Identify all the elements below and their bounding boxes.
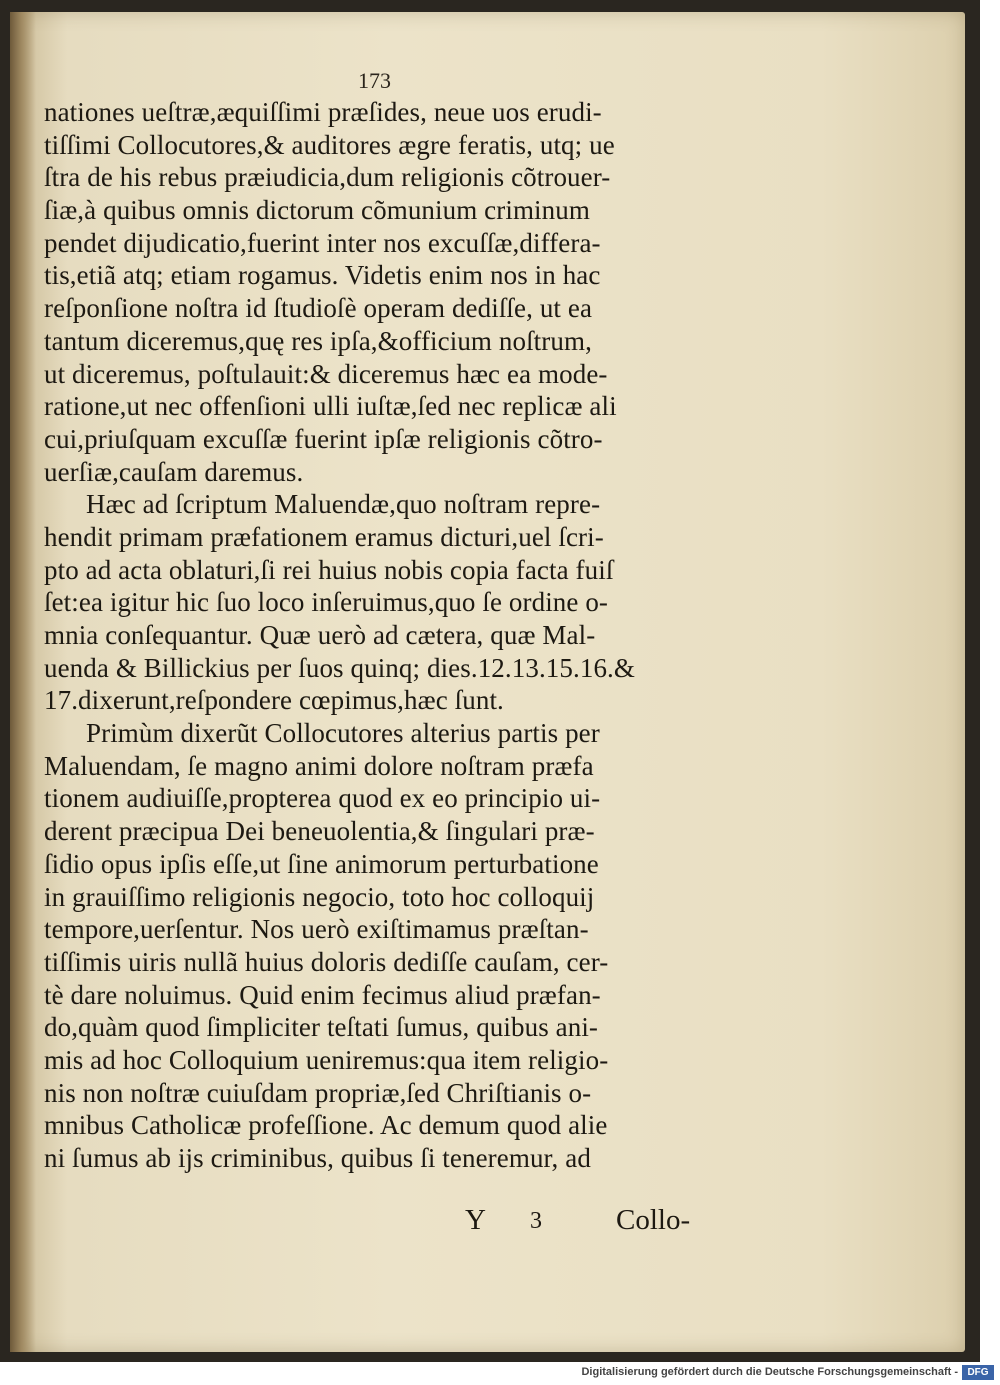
text-line: uenda & Billickius per ſuos quinq; dies.12.13.15.16.& [44,652,636,683]
page-gutter [10,12,36,1352]
text-line: pto ad acta oblaturi,ſi rei huius nobis copia facta fuiſ [44,554,614,585]
text-line: ſiæ,à quibus omnis dictorum cõmunium criminum [44,195,590,226]
text-line: reſponſione noſtra id ſtudioſè operam dediſſe, ut ea [44,293,593,324]
page-footer [10,1204,990,1240]
text-line: ſidio opus ipſis eſſe,ut ſine animorum perturbatione [44,848,599,879]
signature-number: 3 [530,1208,542,1234]
text-line: nis non noſtræ cuiuſdam propriæ,ſed Chriſtianis o- [44,1077,592,1108]
text-line: tionem audiuiſſe,propterea quod ex eo principio ui- [44,783,601,814]
text-line: ratione,ut nec offenſioni ulli iuſtæ,ſed nec replicæ ali [44,391,617,422]
book-page [10,12,965,1352]
text-line: ut diceremus, poſtulauit:& diceremus hæc ea mode- [44,358,608,389]
text-line: Maluendam, ſe magno animi dolore noſtram præfa [44,750,594,781]
credit-bar [0,1362,1000,1385]
text-line: tè dare noluimus. Quid enim fecimus aliud præfan- [44,979,601,1010]
text-line: tempore,uerſentur. Nos uerò exiſtimamus præſtan- [44,914,589,945]
text-line: tiſſimi Collocutores,& auditores ægre feratis, utq; ue [44,129,615,160]
text-line: 17.dixerunt,reſpondere cœpimus,hæc ſunt. [44,685,504,716]
text-line: tantum diceremus,quę res ipſa,&officium noſtrum, [44,325,592,356]
text-line: mnibus Catholicæ profeſſione. Ac demum quod alie [44,1110,608,1141]
text-line: hendit primam præfationem eramus dicturi,uel ſcri- [44,521,604,552]
body-text [44,96,724,1175]
dfg-logo: DFG [962,1365,994,1380]
text-line: derent præcipua Dei beneuolentia,& ſingulari præ- [44,816,595,847]
text-line: cui,priuſquam excuſſæ fuerint ipſæ religionis cõtro- [44,423,603,454]
funding-credit: Digitalisierung gefördert durch die Deutsche Forschungsgemeinschaft - [581,1366,958,1378]
text-line: pendet dijudicatio,fuerint inter nos excuſſæ,differa- [44,227,601,258]
text-line: Primùm dixerũt Collocutores alterius partis per [86,718,600,749]
text-line: tis,etiã atq; etiam rogamus. Videtis enim nos in hac [44,260,601,291]
text-line: mis ad hoc Colloquium ueniremus:qua item religio- [44,1044,609,1075]
text-line: ſtra de his rebus præiudicia,dum religionis cõtrouer- [44,162,611,193]
text-line: uerſiæ,cauſam daremus. [44,456,304,487]
text-line: do,quàm quod ſimpliciter teſtati ſumus, quibus ani- [44,1012,599,1043]
text-line: nationes ueſtræ,æquiſſimi præſides, neue uos erudi- [44,97,602,127]
catchword: Collo- [616,1204,691,1236]
text-line: ni ſumus ab ijs criminibus, quibus ſi teneremur, ad [44,1143,591,1173]
text-line: mnia conſequantur. Quæ uerò ad cætera, quæ Mal- [44,620,596,650]
text-line: tiſſimis uiris nullã huius doloris dediſſe cauſam, cer- [44,946,609,977]
text-line: Hæc ad ſcriptum Maluendæ,quo noſtram repre- [86,489,601,520]
page-number: 173 [358,68,391,93]
signature-mark: Y [465,1204,486,1236]
text-line: in grauiſſimo religionis negocio, toto hoc colloquij [44,881,595,912]
text-line: ſet:ea igitur hic ſuo loco inſeruimus,quo ſe ordine o- [44,587,609,618]
